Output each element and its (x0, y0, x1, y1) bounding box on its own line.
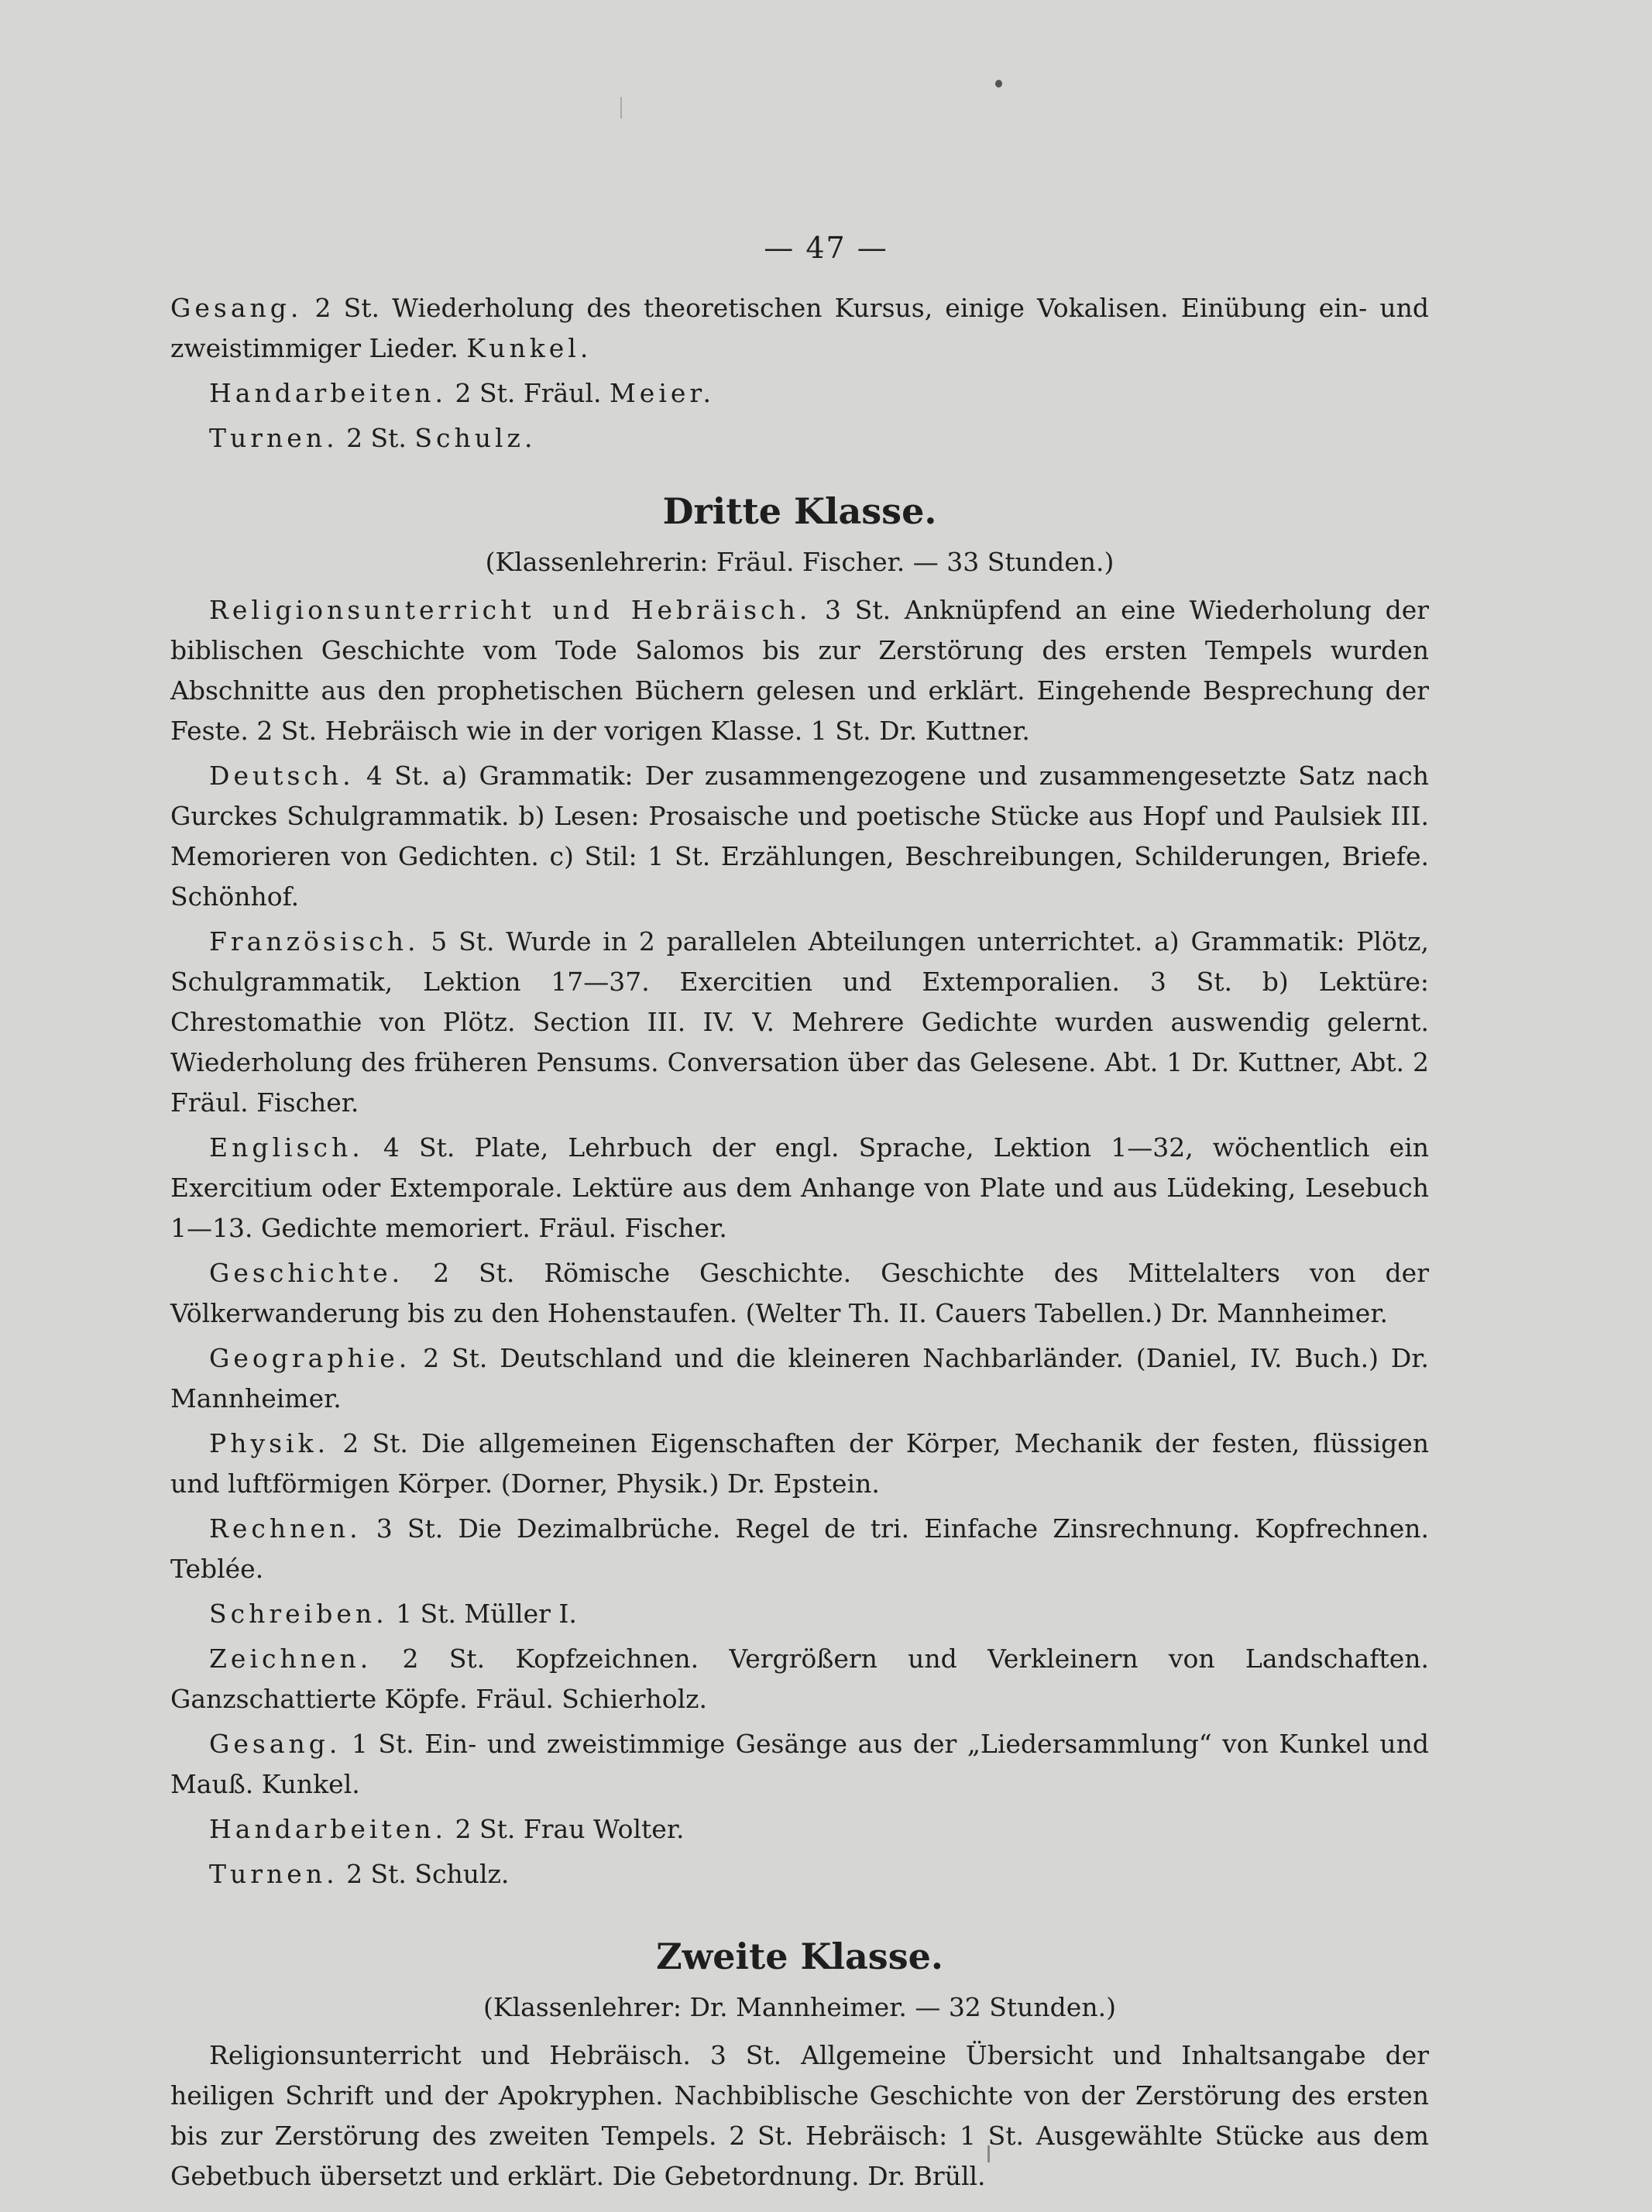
paragraph: Religionsunterricht und Hebräisch. 3 St. Anknüpfend an eine Wiederholung der biblischen Geschichte vom Tode Salomos bis zur Zerstörung des ersten Tempels wurden Abschnitte aus den prophetischen Büchern gelesen und erklärt. Eingehende Besprechung der Feste. 2 St. Hebräisch wie in der vorigen Klasse. 1 St. Dr. Kuttner. (170, 595, 1429, 746)
section-heading-dritte: Dritte Klasse. (662, 490, 937, 532)
paragraph: Schreiben. 1 St. Müller I. (209, 1599, 577, 1629)
section-heading-zweite: Zweite Klasse. (656, 1936, 943, 1977)
page-number: — 47 — (764, 231, 888, 265)
paragraph: Turnen. 2 St. Schulz. (209, 1859, 510, 1889)
page-body (170, 288, 1429, 2201)
paragraph: Zeichnen. 2 St. Kopfzeichnen. Vergrößern und Verkleinern von Landschaften. Ganzschattierte Köpfe. Fräul. Schierholz. (170, 1644, 1429, 1714)
paragraph: Geschichte. 2 St. Römische Geschichte. Geschichte des Mittelalters von der Völkerwanderung bis zu den Hohenstaufen. (Welter Th. II. Cauers Tabellen.) Dr. Mannheimer. (170, 1258, 1429, 1328)
section-subheading-dritte: (Klassenlehrerin: Fräul. Fischer. — 33 Stunden.) (485, 547, 1114, 577)
paragraph: Deutsch. 4 St. a) Grammatik: Der zusammengezogene und zusammengesetzte Satz nach Gurckes Schulgrammatik. b) Lesen: Prosaische und poetische Stücke aus Hopf und Paulsiek III. Memorieren von Gedichten. c) Stil: 1 St. Erzählungen, Beschreibungen, Schilderungen, Briefe. Schönhof. (170, 761, 1429, 912)
paragraph-handarbeiten: Handarbeiten. 2 St. Fräul. Meier. (209, 378, 716, 408)
paragraph-turnen: Turnen. 2 St. Schulz. (209, 423, 537, 453)
paragraph: Religionsunterricht und Hebräisch. 3 St. Allgemeine Übersicht und Inhaltsangabe der heiligen Schrift und der Apokryphen. Nachbiblische Geschichte von der Zerstörung des ersten bis zur Zerstörung des zweiten Tempels. 2 St. Hebräisch: 1 St. Ausgewählte Stücke aus dem Gebetbuch übersetzt und erklärt. Die Gebetordnung. Dr. Brüll. (170, 2040, 1429, 2191)
paragraph: Handarbeiten. 2 St. Frau Wolter. (209, 1814, 685, 1844)
paragraph: Physik. 2 St. Die allgemeinen Eigenschaften der Körper, Mechanik der festen, flüssigen und luftförmigen Körper. (Dorner, Physik.) Dr. Epstein. (170, 1428, 1429, 1499)
paragraph: Geographie. 2 St. Deutschland und die kleineren Nachbarländer. (Daniel, IV. Buch.) Dr. Mannheimer. (170, 1343, 1429, 1413)
paragraph: Rechnen. 3 St. Die Dezimalbrüche. Regel de tri. Einfache Zinsrechnung. Kopfrechnen. Teblée. (170, 1513, 1429, 1584)
paragraph: Französisch. 5 St. Wurde in 2 parallelen Abteilungen unterrichtet. a) Grammatik: Plötz, Schulgrammatik, Lektion 17—37. Exercitien und Extemporalien. 3 St. b) Lektüre: Chrestomathie von Plötz. Section III. IV. V. Mehrere Gedichte wurden auswendig gelernt. Wiederholung des früheren Pensums. Conversation über das Gelesene. Abt. 1 Dr. Kuttner, Abt. 2 Fräul. Fischer. (170, 926, 1429, 1118)
section-subheading-zweite: (Klassenlehrer: Dr. Mannheimer. — 32 Stunden.) (483, 1992, 1116, 2022)
paragraph: Gesang. 1 St. Ein- und zweistimmige Gesänge aus der „Liedersammlung“ von Kunkel und Mauß. Kunkel. (170, 1729, 1429, 1799)
paragraph-gesang: Gesang. 2 St. Wiederholung des theoretischen Kursus, einige Vokalisen. Einübung ein- und zweistimmiger Lieder. Kunkel. (170, 293, 1429, 363)
paragraph: Englisch. 4 St. Plate, Lehrbuch der engl. Sprache, Lektion 1—32, wöchentlich ein Exercitium oder Extemporale. Lektüre aus dem Anhange von Plate und aus Lüdeking, Lesebuch 1—13. Gedichte memoriert. Fräul. Fischer. (170, 1132, 1429, 1243)
paper-mark (620, 97, 622, 118)
ink-speck (995, 80, 1002, 88)
